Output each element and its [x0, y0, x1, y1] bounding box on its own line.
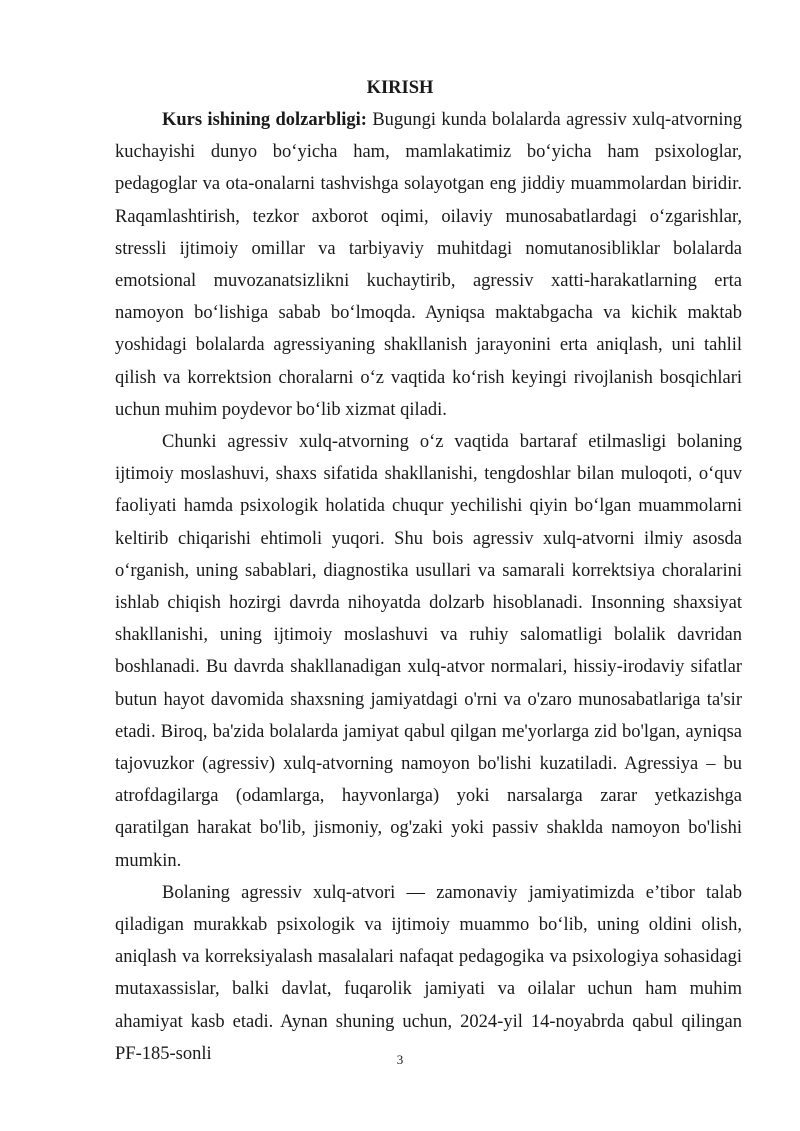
- paragraph-relevance: [115, 104, 742, 426]
- paragraph-lead: Kurs ishining dolzarbligi:: [162, 110, 367, 130]
- section-heading: KIRISH: [366, 78, 434, 98]
- paragraph-text: Bugungi kunda bolalarda agressiv xulq-atvorning kuchayishi dunyo bo‘yicha ham, mamlakatimiz bo‘yicha ham psixologlar, pedagoglar va ota-onalarni tashvishga solayotgan eng jiddiy muammolardan biridir. Raqamlashtirish, tezkor axborot oqimi, oilaviy munosabatlardagi o‘zgarishlar, stressli ijtimoiy omillar va tarbiyaviy muhitdagi nomutanosibliklar bolalarda emotsional muvozanatsizlikni kuchaytirib, agressiv xatti-harakatlarning erta namoyon bo‘lishiga sabab bo‘lmoqda. Ayniqsa maktabgacha va kichik maktab yoshidagi bolalarda agressiyaning shakllanish jarayonini erta aniqlash, uni tahlil qilish va korrektsion choralarni o‘z vaqtida ko‘rish keyingi rivojlanish bosqichlari uchun muhim poydevor bo‘lib xizmat qiladi.: [115, 110, 743, 420]
- paragraph-consequences: Chunki agressiv xulq-atvorning o‘z vaqtida bartaraf etilmasligi bolaning ijtimoiy moslashuvi, shaxs sifatida shakllanishi, tengdoshlar bilan muloqoti, o‘quv faoliyati hamda psixologik holatida chuqur yechilishi qiyin bo‘lgan muammolarni keltirib chiqarishi ehtimoli yuqori. Shu bois agressiv xulq-atvorni ilmiy asosda o‘rganish, uning sabablari, diagnostika usullari va samarali korrektsiya choralarini ishlab chiqish hozirgi davrda nihoyatda dolzarb hisoblanadi. Insonning shaxsiyat shakllanishi, uning ijtimoiy moslashuvi va ruhiy salomatligi bolalik davridan boshlanadi. Bu davrda shakllanadigan xulq-atvor normalari, hissiy-irodaviy sifatlar butun hayot davomida shaxsning jamiyatdagi o'rni va o'zaro munosabatlariga ta'sir etadi. Biroq, ba'zida bolalarda jamiyat qabul qilgan me'yorlarga zid bo'lgan, ayniqsa tajovuzkor (agressiv) xulq-atvorning namoyon bo'lishi kuzatiladi. Agressiya – bu atrofdagilarga (odamlarga, hayvonlarga) yoki narsalarga zarar yetkazishga qaratilgan harakat bo'lib, jismoniy, og'zaki yoki passiv shaklda namoyon bo'lishi mumkin.: [115, 432, 742, 871]
- paragraph-aggressive-behavior: Bolaning agressiv xulq-atvori — zamonaviy jamiyatimizda e’tibor talab qiladigan murakkab psixologik va ijtimoiy muammo bo‘lib, uning oldini olish, aniqlash va korreksiyalash masalalari nafaqat pedagogika va psixologiya sohasidagi mutaxassislar, balki davlat, fuqarolik jamiyati va oilalar uchun ham muhim ahamiyat kasb etadi. Aynan shuning uchun, 2024-yil 14-noyabrda qabul qilingan PF-185-sonli: [115, 882, 742, 1064]
- body-text: [115, 104, 742, 1070]
- page-number: 3: [396, 1052, 404, 1067]
